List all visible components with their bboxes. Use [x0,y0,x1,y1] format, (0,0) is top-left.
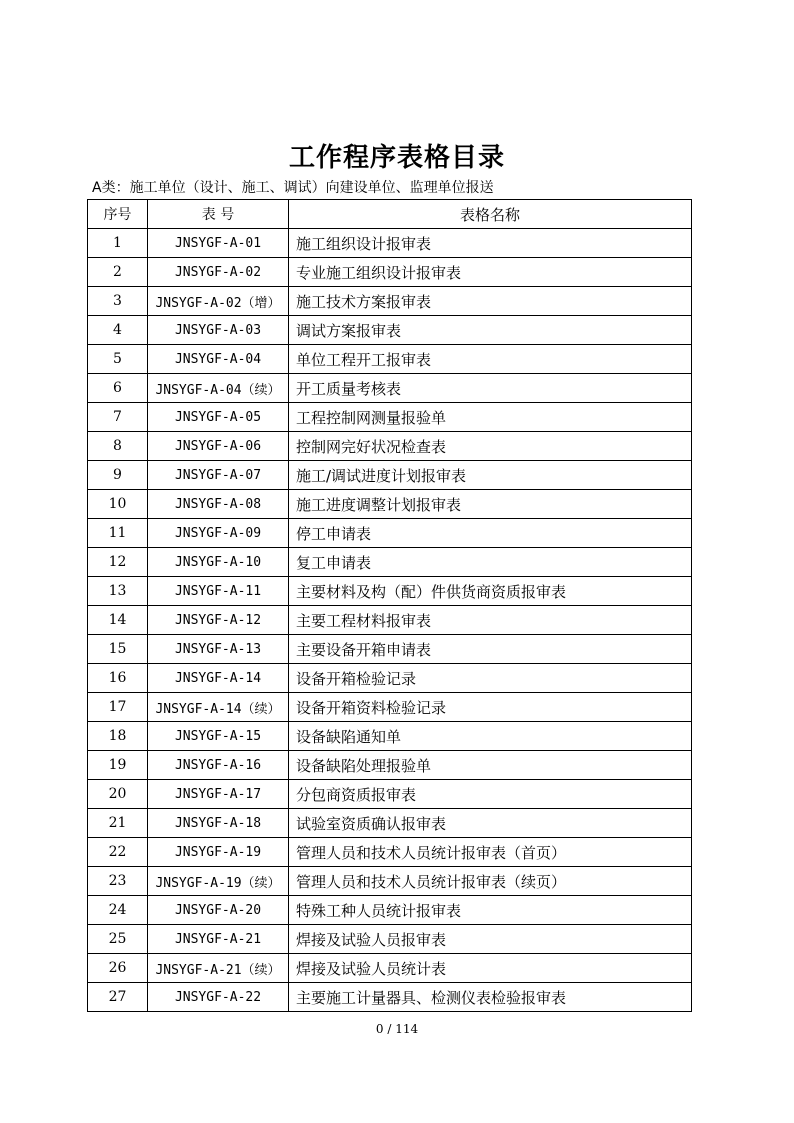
row-seq: 4 [88,316,148,345]
row-name: 控制网完好状况检查表 [289,432,692,461]
page-number: 0 / 114 [375,1022,419,1036]
row-seq: 16 [88,664,148,693]
table-row [88,374,692,403]
row-code: JNSYGF-A-19 [148,838,289,867]
row-name: 开工质量考核表 [289,374,692,403]
table-row [88,490,692,519]
row-name: 工程控制网测量报验单 [289,403,692,432]
row-code: JNSYGF-A-10 [148,548,289,577]
header-code: 表 号 [148,200,289,229]
row-name: 管理人员和技术人员统计报审表（首页） [289,838,692,867]
row-code: JNSYGF-A-18 [148,809,289,838]
row-code: JNSYGF-A-08 [148,490,289,519]
row-name: 施工技术方案报审表 [289,287,692,316]
table-row [88,606,692,635]
row-name: 停工申请表 [289,519,692,548]
table-row [88,809,692,838]
row-seq: 1 [88,229,148,258]
row-code: JNSYGF-A-03 [148,316,289,345]
row-seq: 18 [88,722,148,751]
row-seq: 17 [88,693,148,722]
table-row [88,983,692,1012]
row-name: 单位工程开工报审表 [289,345,692,374]
row-seq: 26 [88,954,148,983]
row-seq: 7 [88,403,148,432]
table-row [88,925,692,954]
row-name: 施工/调试进度计划报审表 [289,461,692,490]
row-name: 设备开箱资料检验记录 [289,693,692,722]
form-catalog-table [87,199,692,1012]
row-code: JNSYGF-A-04 [148,345,289,374]
row-code: JNSYGF-A-05 [148,403,289,432]
row-code: JNSYGF-A-04（续） [148,374,289,403]
row-code: JNSYGF-A-19（续） [148,867,289,896]
row-seq: 15 [88,635,148,664]
header-seq: 序号 [88,200,148,229]
row-code: JNSYGF-A-14 [148,664,289,693]
row-code: JNSYGF-A-20 [148,896,289,925]
row-seq: 14 [88,606,148,635]
row-seq: 20 [88,780,148,809]
row-name: 专业施工组织设计报审表 [289,258,692,287]
row-name: 主要设备开箱申请表 [289,635,692,664]
table-row [88,693,692,722]
row-name: 管理人员和技术人员统计报审表（续页） [289,867,692,896]
row-seq: 9 [88,461,148,490]
row-seq: 23 [88,867,148,896]
row-code: JNSYGF-A-21（续） [148,954,289,983]
category-subtitle: A类：施工单位（设计、施工、调试）向建设单位、监理单位报送 [92,180,494,196]
row-name: 主要工程材料报审表 [289,606,692,635]
table-row [88,867,692,896]
row-code: JNSYGF-A-16 [148,751,289,780]
table-row [88,548,692,577]
table-row [88,954,692,983]
row-seq: 13 [88,577,148,606]
row-seq: 3 [88,287,148,316]
row-name: 焊接及试验人员统计表 [289,954,692,983]
row-name: 复工申请表 [289,548,692,577]
row-code: JNSYGF-A-11 [148,577,289,606]
row-name: 设备开箱检验记录 [289,664,692,693]
row-code: JNSYGF-A-09 [148,519,289,548]
row-code: JNSYGF-A-02（增） [148,287,289,316]
row-seq: 6 [88,374,148,403]
table-header-row [88,200,692,229]
row-seq: 19 [88,751,148,780]
table-row [88,229,692,258]
row-name: 施工进度调整计划报审表 [289,490,692,519]
table-row [88,722,692,751]
row-name: 调试方案报审表 [289,316,692,345]
row-code: JNSYGF-A-07 [148,461,289,490]
row-seq: 10 [88,490,148,519]
table-row [88,780,692,809]
row-seq: 12 [88,548,148,577]
row-seq: 24 [88,896,148,925]
row-code: JNSYGF-A-15 [148,722,289,751]
table-row [88,896,692,925]
table-row [88,838,692,867]
row-name: 试验室资质确认报审表 [289,809,692,838]
row-seq: 8 [88,432,148,461]
table-row [88,664,692,693]
row-name: 主要施工计量器具、检测仪表检验报审表 [289,983,692,1012]
table-row [88,461,692,490]
table-row [88,519,692,548]
table-row [88,345,692,374]
row-code: JNSYGF-A-12 [148,606,289,635]
table-row [88,432,692,461]
row-name: 分包商资质报审表 [289,780,692,809]
header-name: 表格名称 [289,200,692,229]
row-seq: 11 [88,519,148,548]
table-row [88,577,692,606]
row-code: JNSYGF-A-21 [148,925,289,954]
row-name: 焊接及试验人员报审表 [289,925,692,954]
row-name: 设备缺陷通知单 [289,722,692,751]
row-seq: 2 [88,258,148,287]
row-seq: 25 [88,925,148,954]
page-title: 工作程序表格目录 [288,143,505,173]
row-code: JNSYGF-A-22 [148,983,289,1012]
row-name: 主要材料及构（配）件供货商资质报审表 [289,577,692,606]
row-seq: 27 [88,983,148,1012]
row-code: JNSYGF-A-01 [148,229,289,258]
row-code: JNSYGF-A-14（续） [148,693,289,722]
table-row [88,751,692,780]
table-row [88,287,692,316]
row-code: JNSYGF-A-06 [148,432,289,461]
table-row [88,258,692,287]
row-seq: 5 [88,345,148,374]
row-code: JNSYGF-A-13 [148,635,289,664]
table-row [88,635,692,664]
row-name: 设备缺陷处理报验单 [289,751,692,780]
table-row [88,403,692,432]
table-row [88,316,692,345]
row-name: 特殊工种人员统计报审表 [289,896,692,925]
row-seq: 22 [88,838,148,867]
row-seq: 21 [88,809,148,838]
row-code: JNSYGF-A-02 [148,258,289,287]
row-code: JNSYGF-A-17 [148,780,289,809]
row-name: 施工组织设计报审表 [289,229,692,258]
